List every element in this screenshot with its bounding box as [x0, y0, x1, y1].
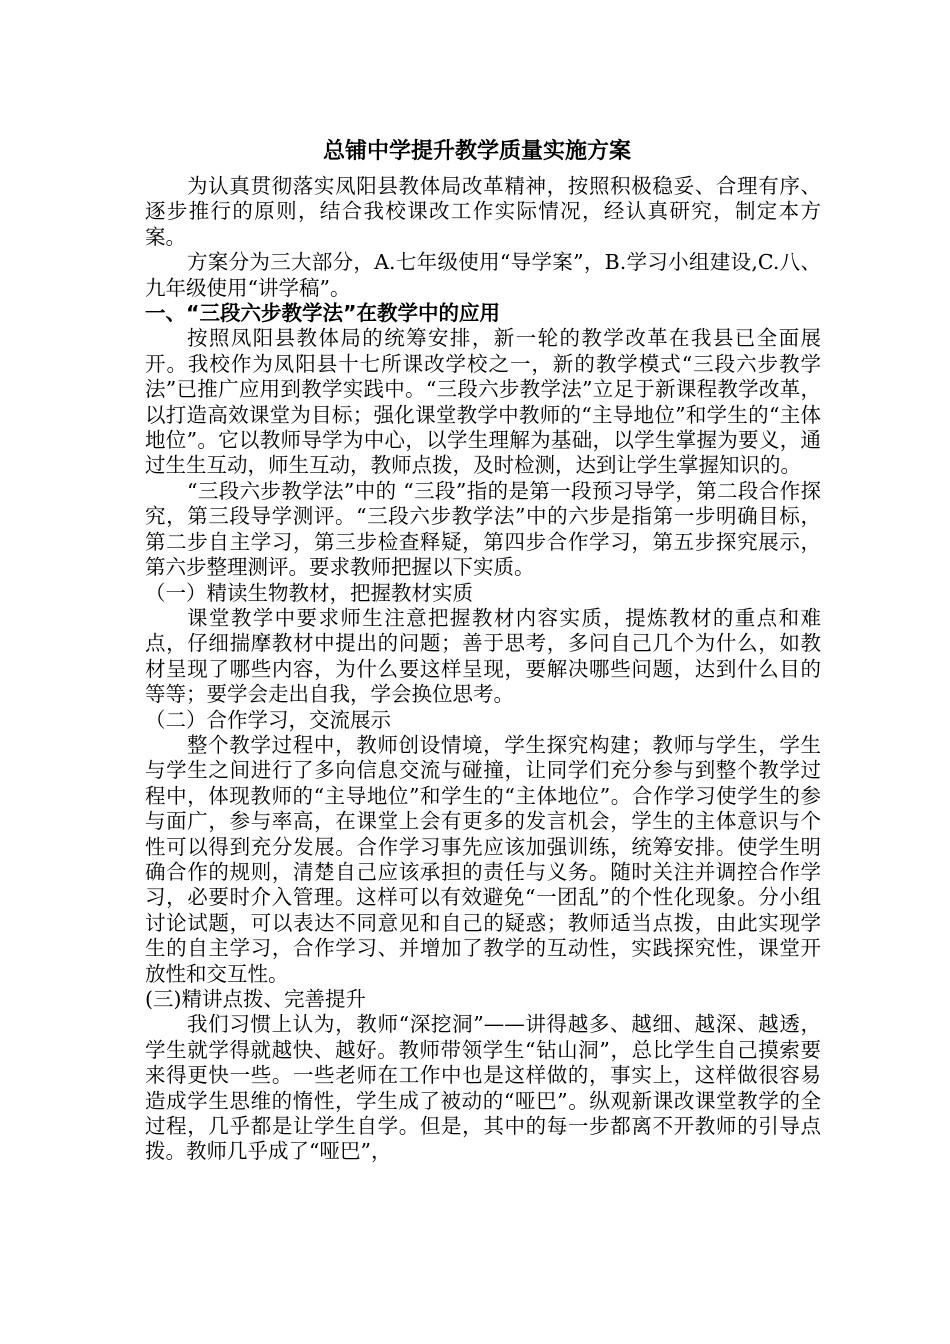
subsection-3-heading: (三)精讲点拨、完善提升 [145, 987, 366, 1011]
intro-paragraph-2: 方案分为三大部分，A.七年级使用“导学案”，B.学习小组建设,C.八、九年级使用“讲学稿”。 [145, 250, 821, 300]
section-1-heading: 一、“三段六步教学法”在教学中的应用 [145, 301, 500, 326]
document-page [145, 130, 821, 1165]
section-1-paragraph-1: 按照凤阳县教体局的统筹安排，新一轮的教学改革在我县已全面展开。我校作为凤阳县十七所课改学校之一，新的教学模式“三段六步教学法”已推广应用到教学实践中。“三段六步教学法”立足于新课程教学改革，以打造高效课堂为目标；强化课堂教学中教师的“主导地位”和学生的“主体地位”。它以教师导学为中心，以学生理解为基础，以学生掌握为要义，通过生生互动，师生互动，教师点拨，及时检测，达到让学生掌握知识的。 [145, 326, 821, 478]
subsection-1-paragraph: 课堂教学中要求师生注意把握教材内容实质，提炼教材的重点和难点，仔细揣摩教材中提出的问题；善于思考，多问自己几个为什么，如教材呈现了哪些内容，为什么要这样呈现，要解决哪些问题，达到什么目的等等；要学会走出自我，学会换位思考。 [145, 605, 821, 707]
subsection-2-paragraph: 整个教学过程中，教师创设情境，学生探究构建；教师与学生，学生与学生之间进行了多向信息交流与碰撞，让同学们充分参与到整个教学过程中，体现教师的“主导地位”和学生的“主体地位”。合作学习使学生的参与面广，参与率高，在课堂上会有更多的发言机会，学生的主体意识与个性可以得到充分发展。合作学习事先应该加强训练，统筹安排。使学生明确合作的规则，清楚自己应该承担的责任与义务。随时关注并调控合作学习，必要时介入管理。这样可以有效避免“一团乱”的个性化现象。分小组讨论试题，可以表达不同意见和自己的疑惑；教师适当点拨，由此实现学生的自主学习，合作学习、并增加了教学的互动性，实践探究性，课堂开放性和交互性。 [145, 732, 821, 986]
document-title: 总铺中学提升教学质量实施方案 [322, 139, 631, 164]
subsection-2-heading: （二）合作学习，交流展示 [145, 707, 391, 732]
subsection-1-heading: （一）精读生物教材，把握教材实质 [145, 580, 473, 605]
subsection-3-paragraph: 我们习惯上认为，教师“深挖洞”——讲得越多、越细、越深、越透，学生就学得就越快、越好。教师带领学生“钻山洞”，总比学生自己摸索要来得更快一些。一些老师在工作中也是这样做的，事实上，这样做很容易造成学生思维的惰性，学生成了被动的“哑巴”。纵观新课改课堂教学的全过程，几乎都是让学生自学。但是，其中的每一步都离不开教师的引导点拨。教师几乎成了“哑巴”， [145, 1012, 821, 1164]
intro-paragraph-1: 为认真贯彻落实凤阳县教体局改革精神，按照积极稳妥、合理有序、逐步推行的原则，结合我校课改工作实际情况，经认真研究，制定本方案。 [145, 174, 821, 249]
section-1-paragraph-2: “三段六步教学法”中的 “三段”指的是第一段预习导学，第二段合作探究，第三段导学测评。“三段六步教学法”中的六步是指第一步明确目标，第二步自主学习，第三步检查释疑，第四步合作学习，第五步探究展示，第六步整理测评。要求教师把握以下实质。 [145, 478, 821, 580]
